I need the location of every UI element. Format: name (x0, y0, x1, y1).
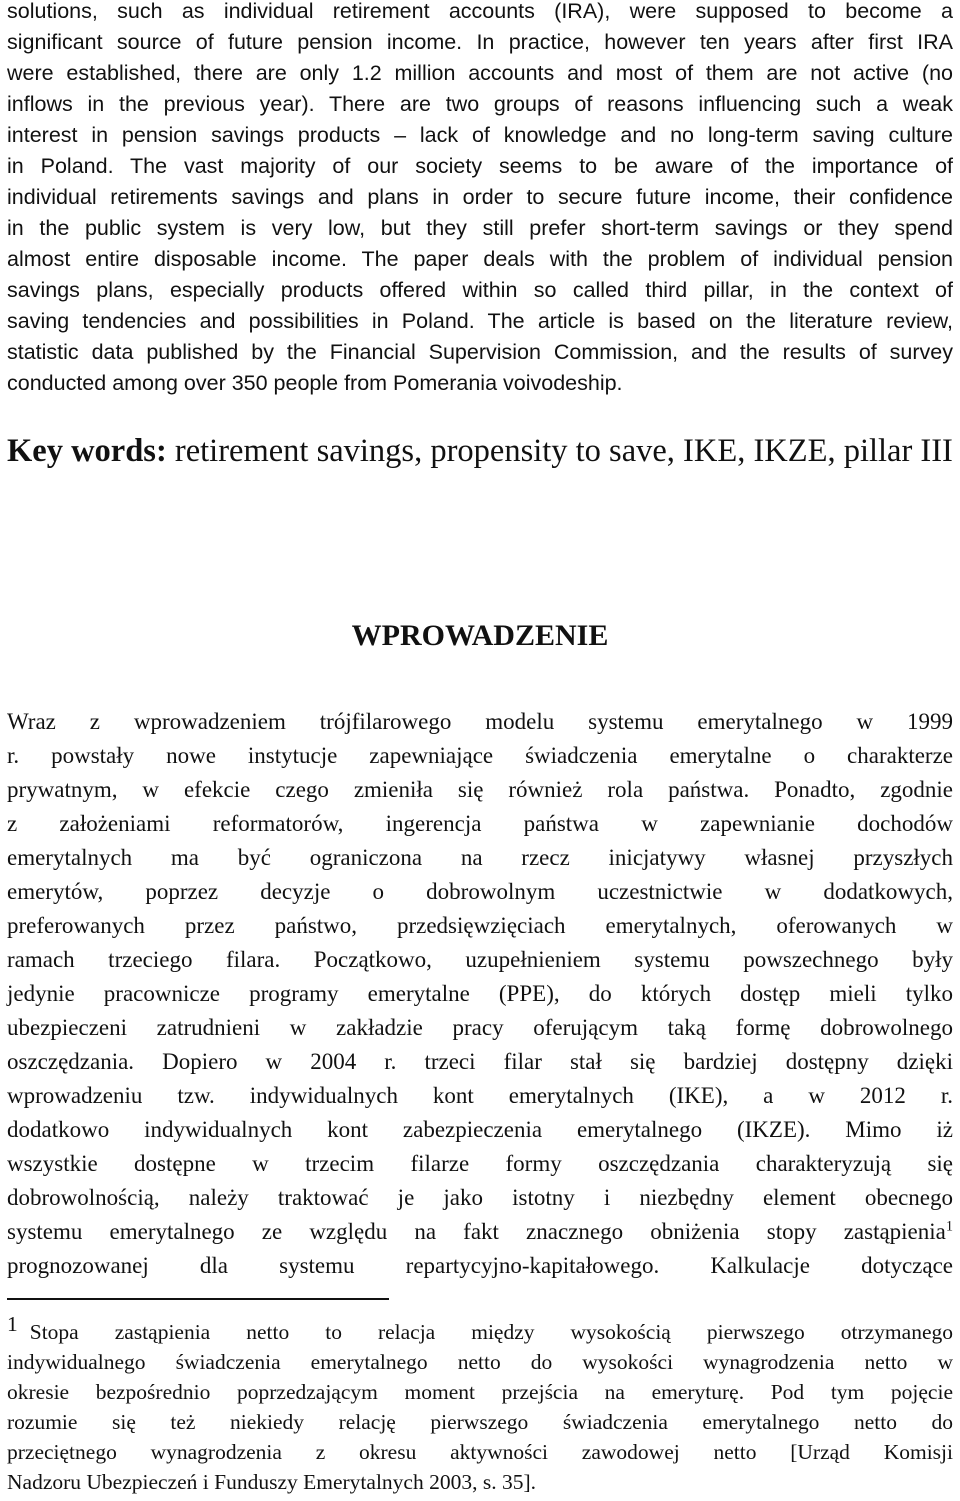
abstract-line: in the public system is very low, but they still prefer short-term savings or they spend (7, 216, 953, 240)
abstract-line: conducted among over 350 people from Pomerania voivodeship. (7, 371, 623, 395)
body-line: ramach trzeciego filara. Początkowo, uzupełnieniem systemu powszechnego były (7, 947, 953, 972)
footnote-line-text: Stopa zastąpienia netto to relacja między wysokością pierwszego otrzymanego (29, 1320, 953, 1344)
abstract-line: solutions, such as individual retirement accounts (IRA), were supposed to become a (7, 0, 953, 23)
abstract-line: statistic data published by the Financial Supervision Commission, and the results of survey (7, 340, 953, 364)
body-line: Wraz z wprowadzeniem trójfilarowego modelu systemu emerytalnego w 1999 (7, 709, 953, 734)
abstract-line: inflows in the previous year). There are two groups of reasons influencing such a weak (7, 92, 953, 116)
body-line: r. powstały nowe instytucje zapewniające świadczenia emerytalne o charakterze (7, 743, 953, 768)
keywords-label: Key words: (7, 433, 167, 469)
footnote-line: indywidualnego świadczenia emerytalnego netto do wysokości wynagrodzenia netto w (7, 1350, 953, 1374)
body-line: oszczędzania. Dopiero w 2004 r. trzeci filar stał się bardziej dostępny dzięki (7, 1049, 953, 1074)
body-line: wprowadzeniu tzw. indywidualnych kont emerytalnych (IKE), a w 2012 r. (7, 1083, 953, 1108)
abstract-line: savings plans, especially products offered within so called third pillar, in the context of (7, 278, 953, 302)
abstract-line: were established, there are only 1.2 million accounts and most of them are not active (no (7, 61, 953, 85)
abstract-line: in Poland. The vast majority of our society seems to be aware of the importance of (7, 154, 953, 178)
body-line: ubezpieczeni zatrudnieni w zakładzie pracy oferującym taką formę dobrowolnego (7, 1015, 953, 1040)
footnote-line: Nadzoru Ubezpieczeń i Funduszy Emerytalnych 2003, s. 35]. (7, 1470, 536, 1494)
abstract-line: interest in pension savings products – lack of knowledge and no long-term saving culture (7, 123, 953, 147)
body-line: emerytalnych ma być ograniczona na rzecz inicjatywy własnej przyszłych (7, 845, 953, 870)
body-line-text: systemu emerytalnego ze względu na fakt znacznego obniżenia stopy zastąpienia (7, 1219, 946, 1244)
body-line: z założeniami reformatorów, ingerencja państwa w zapewnianie dochodów (7, 811, 953, 836)
abstract-line: almost entire disposable income. The paper deals with the problem of individual pension (7, 247, 953, 271)
body-line: preferowanych przez państwo, przedsięwzięciach emerytalnych, oferowanych w (7, 913, 953, 938)
footnote-line: okresie bezpośrednio poprzedzającym moment przejścia na emeryturę. Pod tym pojęcie (7, 1380, 953, 1404)
abstract-line: significant source of future pension income. In practice, however ten years after first IRA (7, 30, 953, 54)
body-line: dobrowolnością, należy traktować je jako istotny i niezbędny element obecnego (7, 1185, 953, 1210)
keywords (7, 433, 953, 470)
footnote-line: rozumie się też niekiedy relację pierwszego świadczenia emerytalnego netto do (7, 1410, 953, 1434)
footnote-reference[interactable]: 1 (945, 1218, 953, 1235)
body-line: dodatkowo indywidualnych kont zabezpieczenia emerytalnego (IKZE). Mimo iż (7, 1117, 953, 1142)
body-line: prywatnym, w efekcie czego zmieniła się również rola państwa. Ponadto, zgodnie (7, 777, 953, 802)
keywords-text: retirement savings, propensity to save, IKE, IKZE, pillar III (166, 433, 953, 469)
body-line (7, 1219, 953, 1244)
footnote-line (7, 1311, 953, 1345)
abstract-line: saving tendencies and possibilities in Poland. The article is based on the literature review, (7, 309, 953, 333)
body-line: emerytów, poprzez decyzje o dobrowolnym uczestnictwie w dodatkowych, (7, 879, 953, 904)
section-heading: WPROWADZENIE (351, 619, 609, 652)
body-line: wszystkie dostępne w trzecim filarze formy oszczędzania charakteryzują się (7, 1151, 953, 1176)
footnote-line: przeciętnego wynagrodzenia z okresu aktywności zawodowej netto [Urząd Komisji (7, 1440, 953, 1464)
footnote-number: 1 (7, 1311, 18, 1336)
body-line: jedynie pracownicze programy emerytalne (PPE), do których dostęp mieli tylko (7, 981, 953, 1006)
body-line: prognozowanej dla systemu repartycyjno-kapitałowego. Kalkulacje dotyczące (7, 1253, 953, 1278)
footnote-divider (7, 1298, 389, 1300)
abstract-line: individual retirements savings and plans in order to secure future income, their confidence (7, 185, 953, 209)
